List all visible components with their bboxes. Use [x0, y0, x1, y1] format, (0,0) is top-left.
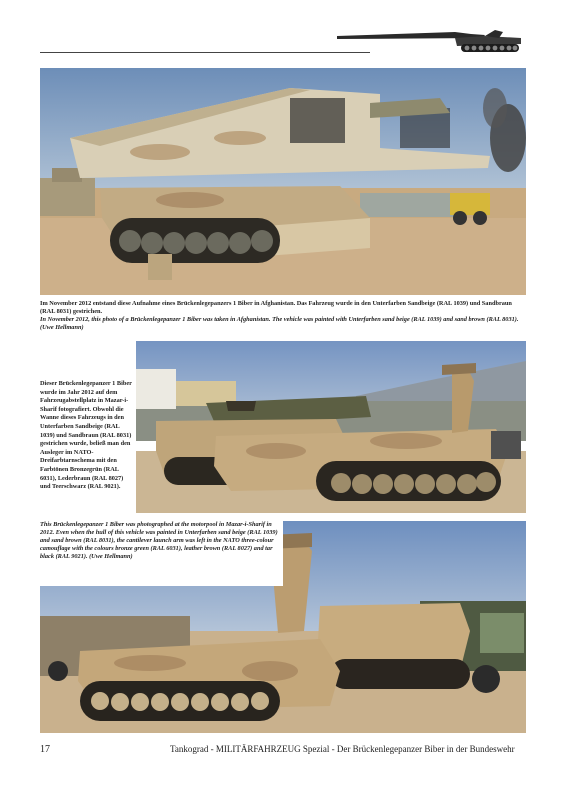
photo1-caption-german: Im November 2012 entstand diese Aufnahme eines Brückenlegepanzers 1 Biber in Afghanistan. Das Fahrzeug wurde in den Unterfarben Sandbeige (RAL 1039) und Sandbraun (RAL 8031) gestrichen.: [40, 300, 512, 315]
page-number: 17: [40, 744, 50, 755]
photo1-caption-english: In November 2012, this photo of a Brückenlegepanzer 1 Biber was taken in Afghanistan. The vehicle was painted with Unterfarben sand beige (RAL 1039) and sand brown (RAL 8031). (Uwe Hellmann): [40, 316, 519, 331]
photo2-side-caption-german: Dieser Brückenlegepanzer 1 Biber wurde im Jahr 2012 auf dem Fahrzeugabstellplatz in Mazar-i-Sharif fotografiert. Obwohl die Wanne dieses Fahrzeugs in den Unterfarben Sandbeige (RAL 1039) und Sandbraun (RAL 8031) gestrichen wurde, beließ man den Ausleger im NATO-Dreifarbtarnschema mit den Farbtönen Bronzegrün (RAL 6031), Lederbraun (RAL 8027) und Teerschwarz (RAL 9021).: [40, 380, 132, 491]
photo-bridge-layer-motorpool: [136, 341, 526, 513]
header-rule: [40, 52, 370, 53]
running-footer: Tankograd - MILITÄRFAHRZEUG Spezial - Der Brückenlegepanzer Biber in der Bundeswehr: [170, 744, 515, 754]
photo2-caption-english: This Brückenlegepanzer 1 Biber was photographed at the motorpool in Mazar-i-Sharif in 2012. Even when the hull of this vehicle was painted in Unterfarben sand beige (RAL 1039) and sand brown (RAL 8031), the cantilever launch arm was left in the NATO three-colour camouflage with the colours bronze green (RAL 6031), leather brown (RAL 8027) and tar black (RAL 9021). (Uwe Hellmann): [40, 521, 278, 560]
photo-bridge-layer-afghanistan-top: [40, 68, 526, 295]
bridge-layer-tank-silhouette-icon: [335, 26, 525, 60]
